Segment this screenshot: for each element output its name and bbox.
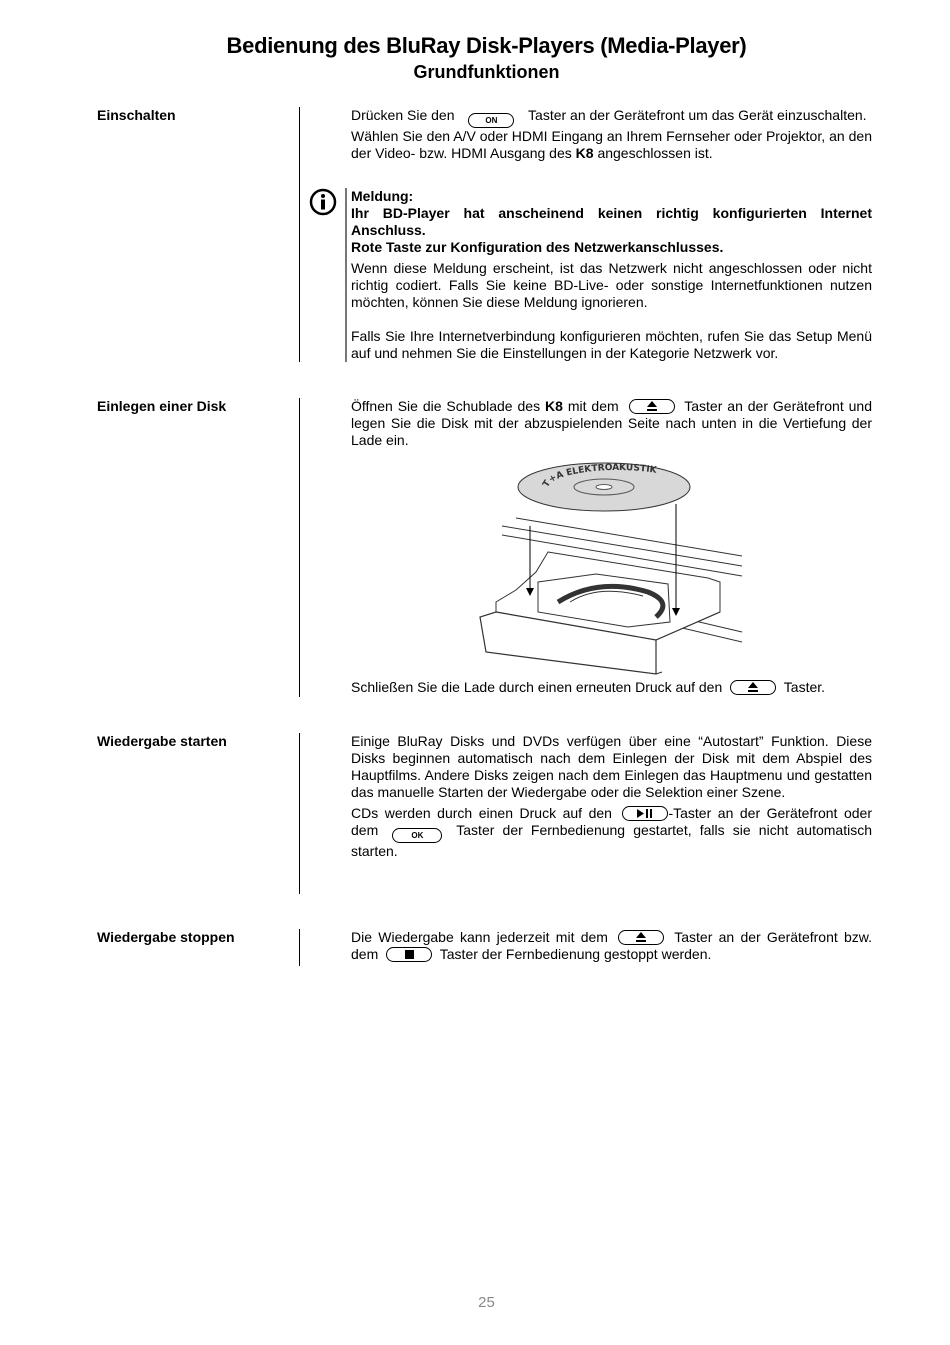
- paragraph: Wählen Sie den A/V oder HDMI Eingang an Ihrem Fernseher oder Projektor, an den der Video- bzw. HDMI Ausgang des K8 angeschlossen ist.: [351, 128, 872, 161]
- section-body-einschalten: [351, 107, 872, 162]
- eject-icon: [647, 401, 657, 412]
- paragraph: Einige BluRay Disks und DVDs verfügen über eine “Autostart” Funktion. Diese Disks beginnen automatisch nach dem Einlegen der Disk mit dem Abspiel des Hauptfilms. Andere Disks zeigen nach dem Einlegen das Hauptmenu und gestatten das manuelle Starten der Wiedergabe oder die Selektion einer Szene.: [351, 733, 872, 800]
- paragraph: Wenn diese Meldung erscheint, ist das Netzwerk nicht angeschlossen oder nicht richtig codiert. Falls Sie keine BD-Live- oder sonstige Internetfunktionen nutzen möchten, können Sie diese Meldung ignorieren.: [351, 260, 872, 310]
- paragraph: Falls Sie Ihre Internetverbindung konfigurieren möchten, rufen Sie das Setup Menü auf und nehmen Sie die Einstellungen in der Kategorie Netzwerk vor.: [351, 328, 872, 361]
- page-subtitle: Grundfunktionen: [413, 62, 560, 82]
- note-message: Rote Taste zur Konfiguration des Netzwerkanschlusses.: [351, 239, 724, 255]
- paragraph: Schließen Sie die Lade durch einen erneuten Druck auf den Taster.: [351, 679, 826, 695]
- stop-button-symbol: [386, 947, 432, 962]
- note-box: [351, 188, 872, 362]
- section-body-einlegen-close: [351, 679, 872, 696]
- note-bar: [345, 188, 347, 362]
- eject-icon: [748, 682, 758, 693]
- eject-button-symbol: [730, 680, 776, 695]
- section-divider: [299, 929, 300, 966]
- paragraph: Öffnen Sie die Schublade des K8 mit dem Taster an der Gerätefront und legen Sie die Disk mit der abzuspielenden Seite nach unten in die Vertiefung der Lade ein.: [351, 398, 873, 448]
- section-divider: [299, 398, 300, 697]
- note-heading: Meldung:: [351, 188, 414, 204]
- page-title: Bedienung des BluRay Disk-Players (Media-Player): [226, 33, 747, 58]
- play-pause-icon: [637, 809, 653, 818]
- eject-button-symbol: [618, 930, 664, 945]
- disc-tray-illustration: [478, 452, 748, 677]
- paragraph: Drücken Sie den ON Taster an der Gerätefront um das Gerät einzuschalten.: [351, 107, 872, 128]
- section-label-wiedergabe-starten: Wiedergabe starten: [97, 733, 227, 749]
- svg-text:T+A ELEKTROAKUSTIK: T+A ELEKTROAKUSTIK: [541, 462, 658, 490]
- play-pause-button-symbol: [622, 806, 668, 821]
- paragraph: Die Wiedergabe kann jederzeit mit dem Taster an der Gerätefront bzw. dem Taster der Fernbedienung gestoppt werden.: [351, 929, 873, 962]
- info-icon: [309, 188, 337, 216]
- section-label-einschalten: Einschalten: [97, 107, 176, 123]
- eject-button-symbol: [629, 399, 675, 414]
- ok-button-symbol: OK: [392, 828, 442, 843]
- section-label-wiedergabe-stoppen: Wiedergabe stoppen: [97, 929, 235, 945]
- note-message: Ihr BD-Player hat anscheinend keinen richtig konfigurierten Internet Anschluss.: [351, 205, 872, 238]
- section-label-einlegen: Einlegen einer Disk: [97, 398, 227, 414]
- stop-icon: [405, 950, 414, 959]
- on-button-symbol: ON: [468, 113, 514, 128]
- eject-icon: [636, 932, 646, 943]
- section-body-einlegen: [351, 398, 872, 449]
- section-divider: [299, 733, 300, 894]
- section-divider: [299, 107, 300, 362]
- paragraph: CDs werden durch einen Druck auf den -Taster an der Gerätefront oder dem OK Taster der Fernbedienung gestartet, falls sie nicht automatisch starten.: [351, 805, 872, 859]
- section-body-wiedergabe-starten: [351, 733, 872, 860]
- section-body-wiedergabe-stoppen: [351, 929, 872, 963]
- page-number: 25: [478, 1294, 495, 1311]
